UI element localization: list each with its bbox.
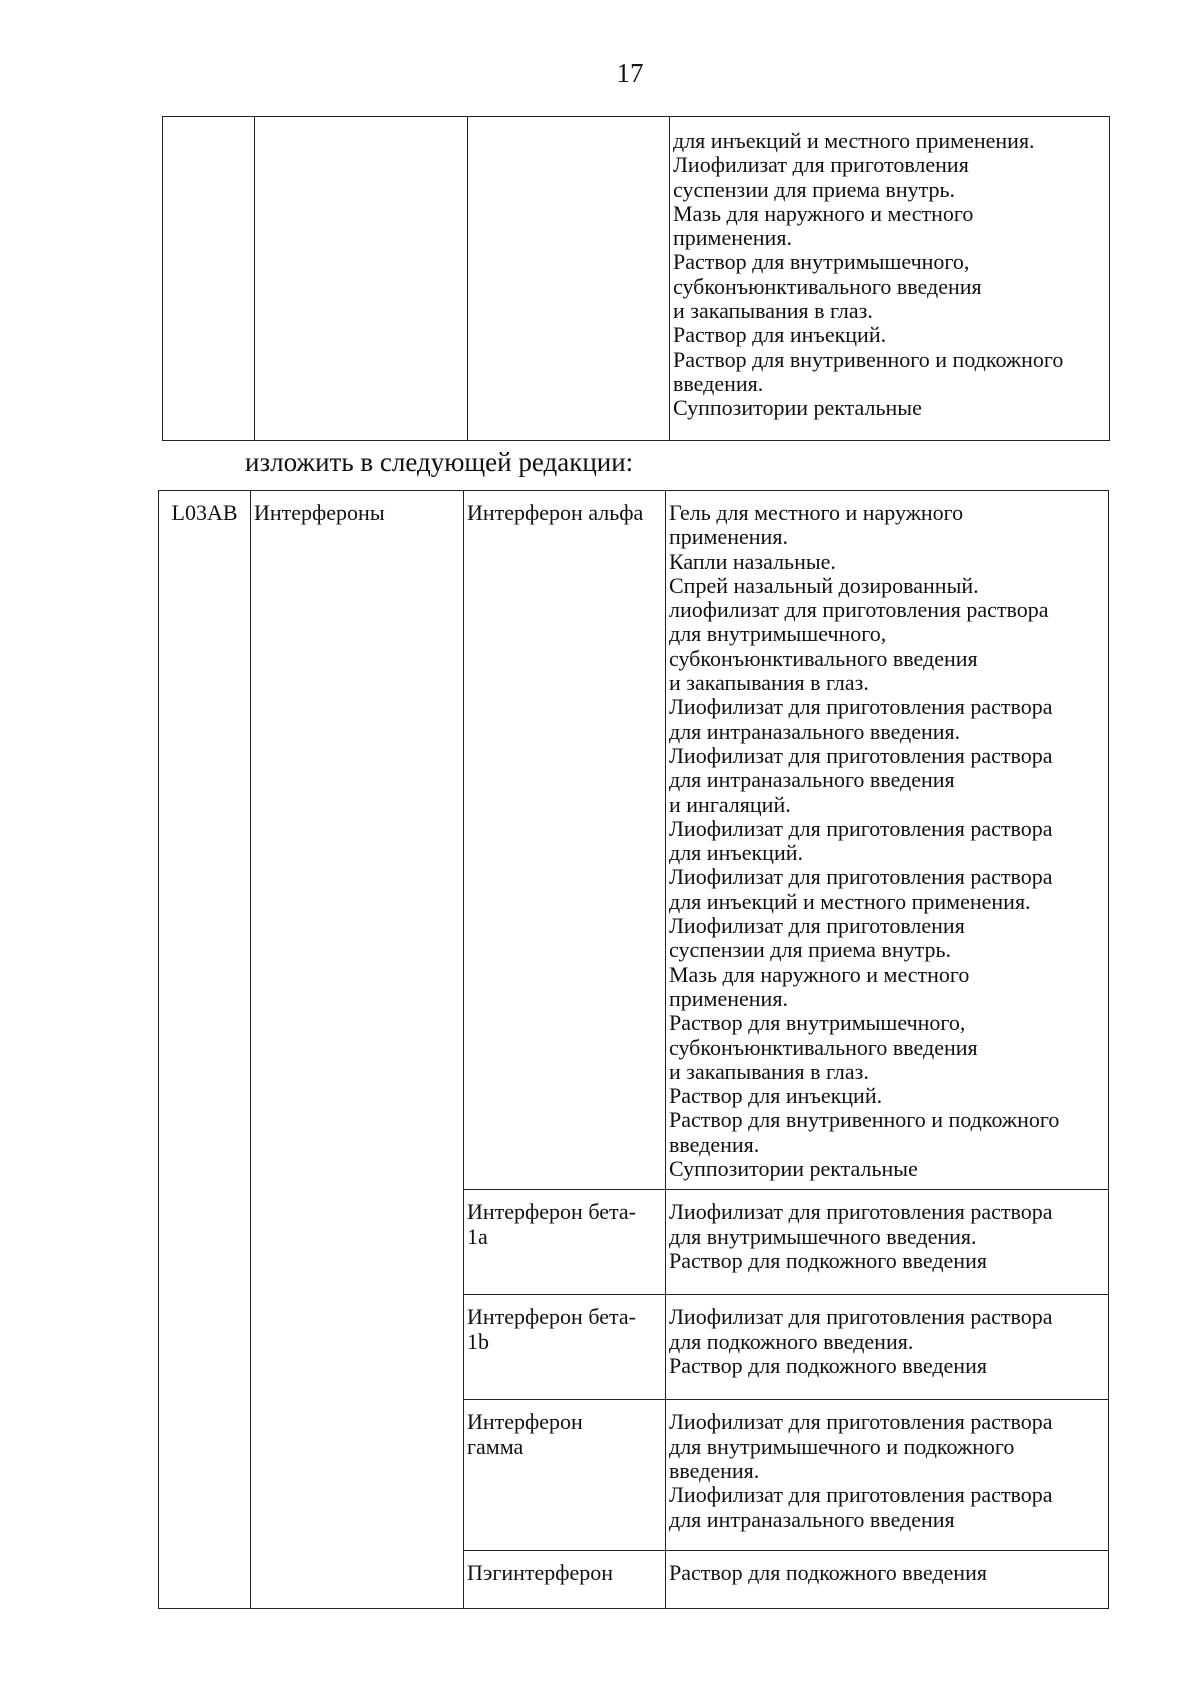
drug-name-line: Интерферон	[467, 1409, 583, 1435]
table-row	[159, 491, 1109, 1190]
dosage-form-line: Раствор для подкожного введения	[669, 1560, 987, 1586]
dosage-form-line: Гель для местного и наружного	[669, 500, 964, 525]
dosage-forms-cell	[666, 491, 1109, 1190]
drug-name-line: 1a	[467, 1223, 488, 1249]
drug-name-cell	[464, 1400, 666, 1551]
drug-name-cell	[464, 1190, 666, 1295]
dosage-form-line: Мазь для наружного и местного	[669, 961, 970, 987]
dosage-form-line: для подкожного введения.	[669, 1328, 914, 1354]
dosage-form-line: Лиофилизат для приготовления	[669, 913, 965, 939]
dosage-form-line: Лиофилизат для приготовления раствора	[669, 1304, 1053, 1330]
dosage-form-line: применения.	[673, 225, 792, 251]
dosage-form-line: Лиофилизат для приготовления раствора	[669, 864, 1053, 890]
dosage-form-line: Раствор для инъекций.	[673, 322, 887, 348]
dosage-form-line: для интраназального введения	[669, 767, 955, 793]
dosage-form-line: суспензии для приема внутрь.	[673, 176, 956, 202]
dosage-form-line: для инъекций и местного применения.	[669, 888, 1031, 914]
dosage-form-line: Раствор для подкожного введения	[669, 1247, 987, 1273]
drug-name-line: Интерферон бета-	[467, 1304, 636, 1330]
dosage-form-line: Лиофилизат для приготовления раствора	[669, 742, 1053, 768]
dosage-form-line: и закапывания в глаз.	[669, 1058, 869, 1084]
drug-name-cell	[464, 1551, 666, 1609]
dosage-form-line: лиофилизат для приготовления раствора	[669, 597, 1049, 623]
interferons-table	[158, 490, 1109, 1609]
intro-text: изложить в следующей редакции:	[245, 447, 634, 477]
dosage-form-line: Суппозитории ректальные	[669, 1156, 918, 1182]
dosage-form-line: Лиофилизат для приготовления раствора	[669, 1482, 1053, 1508]
dosage-form-line: и закапывания в глаз.	[669, 670, 869, 696]
dosage-form-line: субконъюнктивального введения	[673, 273, 982, 299]
page-number: 17	[616, 58, 644, 88]
atc-code-cell: L03AB	[159, 491, 251, 1609]
drug-name-line: Интерферон альфа	[467, 500, 644, 525]
dosage-forms-cell	[666, 1551, 1109, 1609]
dosage-form-line: для внутримышечного,	[669, 621, 887, 647]
dosage-form-line: Раствор для внутримышечного,	[669, 1010, 966, 1036]
dosage-forms-cell	[666, 1190, 1109, 1295]
dosage-form-line: введения.	[669, 1457, 760, 1483]
dosage-forms-cell	[666, 1295, 1109, 1400]
dosage-form-line: Раствор для внутримышечного,	[673, 249, 970, 275]
dosage-form-line: Раствор для внутривенного и подкожного	[669, 1107, 1060, 1133]
drug-name-line: гамма	[467, 1433, 524, 1459]
dosage-form-line: субконъюнктивального введения	[669, 1034, 978, 1060]
dosage-form-line: применения.	[669, 524, 788, 550]
dosage-form-line: введения.	[673, 370, 764, 396]
dosage-form-line: Мазь для наружного и местного	[673, 200, 974, 226]
dosage-form-line: для инъекций.	[669, 840, 803, 866]
group-cell	[255, 117, 468, 441]
dosage-form-line: для интраназального введения.	[669, 718, 961, 744]
dosage-form-line: Спрей назальный дозированный.	[669, 572, 979, 598]
dosage-form-line: для интраназального введения	[669, 1506, 955, 1532]
dosage-form-line: введения.	[669, 1131, 760, 1157]
drug-name-cell	[464, 1295, 666, 1400]
table-row	[163, 117, 1110, 441]
dosage-form-line: Лиофилизат для приготовления раствора	[669, 1199, 1053, 1225]
dosage-form-line: Раствор для инъекций.	[669, 1083, 883, 1109]
drug-name-line: Интерферон бета-	[467, 1199, 636, 1225]
dosage-form-line: субконъюнктивального введения	[669, 645, 978, 671]
dosage-form-line: и закапывания в глаз.	[673, 298, 873, 324]
dosage-form-line: суспензии для приема внутрь.	[669, 937, 952, 963]
dosage-form-line: Лиофилизат для приготовления раствора	[669, 1409, 1053, 1435]
dosage-form-line: для внутримышечного и подкожного	[669, 1433, 1015, 1459]
drug-name-line: 1b	[467, 1328, 489, 1354]
dosage-form-line: Лиофилизат для приготовления	[673, 152, 969, 178]
dosage-forms-cell	[666, 1400, 1109, 1551]
dosage-form-line: Раствор для внутривенного и подкожного	[673, 346, 1064, 372]
dosage-form-line: Суппозитории ректальные	[673, 395, 922, 421]
group-name-cell: Интерфероны	[251, 491, 464, 1609]
dosage-form-line: для внутримышечного введения.	[669, 1223, 977, 1249]
continued-table	[162, 116, 1110, 441]
drug-cell	[468, 117, 670, 441]
dosage-form-line: Раствор для подкожного введения	[669, 1352, 987, 1378]
dosage-form-line: применения.	[669, 985, 788, 1011]
dosage-form-line: и ингаляций.	[669, 791, 791, 817]
dosage-form-line: Лиофилизат для приготовления раствора	[669, 694, 1053, 720]
dosage-form-line: Лиофилизат для приготовления раствора	[669, 815, 1053, 841]
drug-name-line: Пэгинтерферон	[467, 1560, 614, 1586]
code-cell	[163, 117, 255, 441]
dosage-form-line: для инъекций и местного применения.	[673, 128, 1035, 153]
dosage-form-line: Капли назальные.	[669, 548, 836, 574]
forms-cell	[670, 117, 1110, 441]
drug-name-cell	[464, 491, 666, 1190]
